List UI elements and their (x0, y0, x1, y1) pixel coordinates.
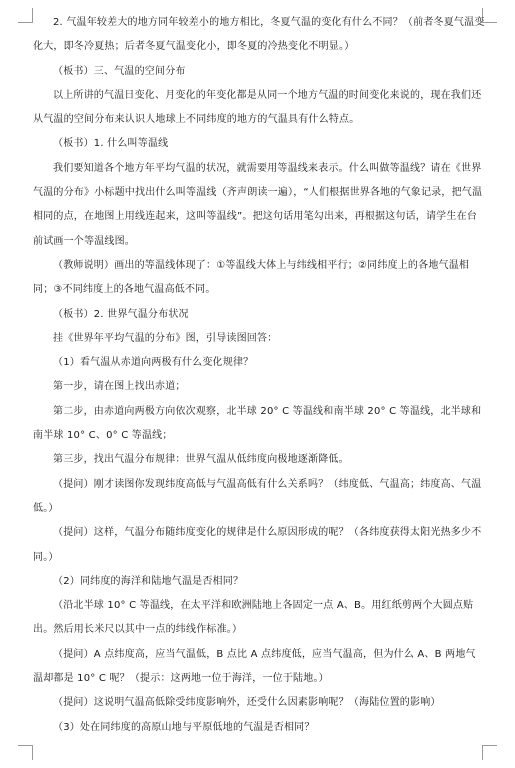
paragraph: 2. 气温年较差大的地方同年较差小的地方相比，冬夏气温的变化有什么不同？（前者冬夏气温变化大，即冬冷夏热；后者冬夏气温变化小，即冬夏的冷热变化不明显。） (33, 17, 485, 53)
question-item: （2）同纬度的海洋和陆地气温是否相同？ (53, 575, 244, 587)
step-item: 第一步，请在图上找出赤道； (53, 381, 186, 393)
paragraph: 挂《世界年平均气温的分布》图，引导读图回答： (53, 332, 278, 344)
board-heading: （板书）2. 世界气温分布状况 (53, 308, 189, 320)
step-item: 第二步，由赤道向两极方向依次观察，北半球 20° C 等温线和南半球 20° C 等温线，北半球和南半球 10° C、0° C 等温线； (33, 405, 482, 442)
question-item: （1）看气温从赤道向两极有什么变化规律？ (53, 357, 254, 369)
paragraph: （提问）这说明气温高低除受纬度影响外，还受什么因素影响呢？（海陆位置的影响） (53, 697, 441, 709)
board-heading: （板书）三、气温的空间分布 (53, 65, 186, 77)
page-corner-top-left (18, 8, 33, 23)
board-heading: （板书）1. 什么叫等温线 (53, 138, 169, 150)
page-corner-bottom-right (482, 745, 497, 760)
paragraph: （提问）A 点纬度高，应当气温低，B 点比 A 点纬度低，应当气温高，但为什么 A、B 两地气温却都是 10° C 呢？（提示：这两地一位于海洋，一位于陆地。） (33, 648, 476, 685)
paragraph: （提问）刚才读图你发现纬度高低与气温高低有什么关系吗？（纬度低、气温高；纬度高、气温低。） (33, 478, 482, 514)
paragraph: （教师说明）画出的等温线体现了：①等温线大体上与纬线相平行；②同纬度上的各地气温相同；③不同纬度上的各地气温高低不同。 (33, 259, 470, 296)
paragraph: （沿北半球 10° C 等温线，在太平洋和欧洲陆地上各固定一点 A、B。用红纸剪两个大圆点贴出。然后用长米尺以其中一点的纬线作标准。） (33, 600, 474, 636)
step-item: 第三步，找出气温分布规律：世界气温从低纬度向极地逐渐降低。 (53, 454, 349, 466)
document-page-body (33, 11, 485, 740)
paragraph: 我们要知道各个地方年平均气温的状况，就需要用等温线来表示。什么叫做等温线？请在《世界气温的分布》小标题中找出什么叫等温线（齐声朗读一遍），“人们根据世界各地的气象记录，把气温相同的点，在地图上用线连起来，这叫等温线”。把这句话用笔勾出来，再根据这句话，请学生在台前试画一个等温线图。 (33, 162, 483, 247)
page-corner-bottom-left (18, 745, 33, 760)
paragraph: 以上所讲的气温日变化、月变化的年变化都是从同一个地方气温的时间变化来说的，现在我们还从气温的空间分布来认识人地球上不同纬度的地方的气温具有什么特点。 (33, 89, 482, 126)
question-item: （3）处在同纬度的高原山地与平原低地的气温是否相同？ (53, 721, 315, 733)
paragraph: （提问）这样，气温分布随纬度变化的规律是什么原因形成的呢？（各纬度获得太阳光热多少不同。） (33, 527, 482, 563)
